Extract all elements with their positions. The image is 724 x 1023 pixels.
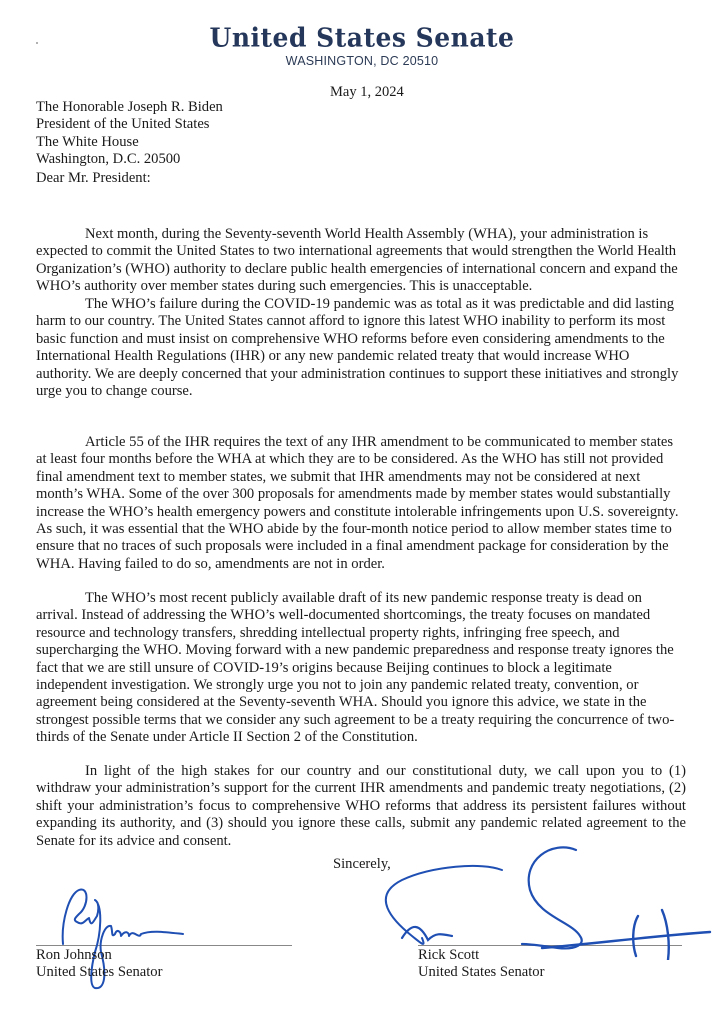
paragraph-1: Next month, during the Seventy-seventh World Health Assembly (WHA), your administration is expected to commit the United States to two international agreements that would strengthen the World Health Organization’s (WHO) authority to declare public health emergencies of international concern and expand the WHO’s authority over member states during such emergencies. This is unacceptable.: [36, 226, 678, 295]
recipient-line: The Honorable Joseph R. Biden: [36, 99, 223, 115]
paragraph-5: In light of the high stakes for our country and our constitutional duty, we call upon you to (1) withdraw your administration’s support for the current IHR amendments and pandemic treaty negotiations, (2) shift your administration’s focus to comprehensive WHO reforms that address its persistent failures without expanding its authority, and (3) should you ignore these calls, submit any pandemic related agreement to the Senate for its advice and consent.: [36, 763, 686, 849]
closing: Sincerely,: [333, 856, 391, 872]
signature-line-johnson: [36, 945, 292, 946]
signer-name: Ron Johnson: [36, 947, 112, 963]
signer-title: United States Senator: [36, 964, 163, 981]
paragraph-4: The WHO’s most recent publicly available draft of its new pandemic response treaty is dead on arrival. Instead of addressing the WHO’s well-documented shortcomings, the treaty focuses on mandated resource and technology transfers, shredding intellectual property rights, infringing free speech, and supercharging the WHO. Moving forward with a new pandemic preparedness and response treaty ignores the fact that we are still unsure of COVID-19’s origins because Beijing continues to block a legitimate independent investigation. We strongly urge you not to join any pandemic related treaty, convention, or agreement being considered at the Seventy-seventh WHA. Should you ignore this advice, we state in the strongest possible terms that we consider any such agreement to be a treaty requiring the concurrence of two-thirds of the Senate under Article II Section 2 of the Constitution.: [36, 590, 675, 746]
signer-johnson: [36, 947, 162, 982]
paragraph-3: Article 55 of the IHR requires the text of any IHR amendment to be communicated to member states at least four months before the WHA at which they are to be considered. As the WHO has still not provided final amendment text to member states, we submit that IHR amendments may not be considered at next month’s WHA. Some of the over 300 proposals for amendments made by member states would substantially increase the WHO’s health emergency powers and constitute intolerable infringements upon U.S. sovereignty. As such, it was essential that the WHO abide by the four-month notice period to allow member states time to ensure that no traces of such proposals were included in a final amendment package for consideration by the WHA. Having failed to do so, amendments are not in order.: [36, 434, 679, 572]
paragraph-2: The WHO’s failure during the COVID-19 pandemic was as total as it was predictable and did lasting harm to our country. The United States cannot afford to ignore this latest WHO inability to perform its most basic function and must insist on comprehensive WHO reforms before even considering amendments to the International Health Regulations (IHR) or any new pandemic related treaty that would increase WHO authority. We are deeply concerned that your administration continues to support these initiatives and strongly urge you to change course.: [36, 296, 679, 400]
recipient-line: President of the United States: [36, 116, 210, 133]
signer-title: United States Senator: [418, 964, 545, 981]
letterhead-title: United States Senate: [209, 22, 515, 53]
signature-line-scott: [418, 945, 682, 946]
letter-date: May 1, 2024: [330, 84, 404, 100]
letterhead: [0, 24, 724, 68]
letterhead-address: WASHINGTON, DC 20510: [285, 54, 439, 68]
signer-name: Rick Scott: [418, 947, 480, 963]
recipient-line: Washington, D.C. 20500: [36, 151, 181, 168]
recipient-line: The White House: [36, 133, 139, 150]
salutation: Dear Mr. President:: [36, 170, 151, 186]
signer-scott: [418, 947, 544, 982]
recipient-address: [36, 99, 686, 169]
signature-scott: [362, 840, 724, 960]
